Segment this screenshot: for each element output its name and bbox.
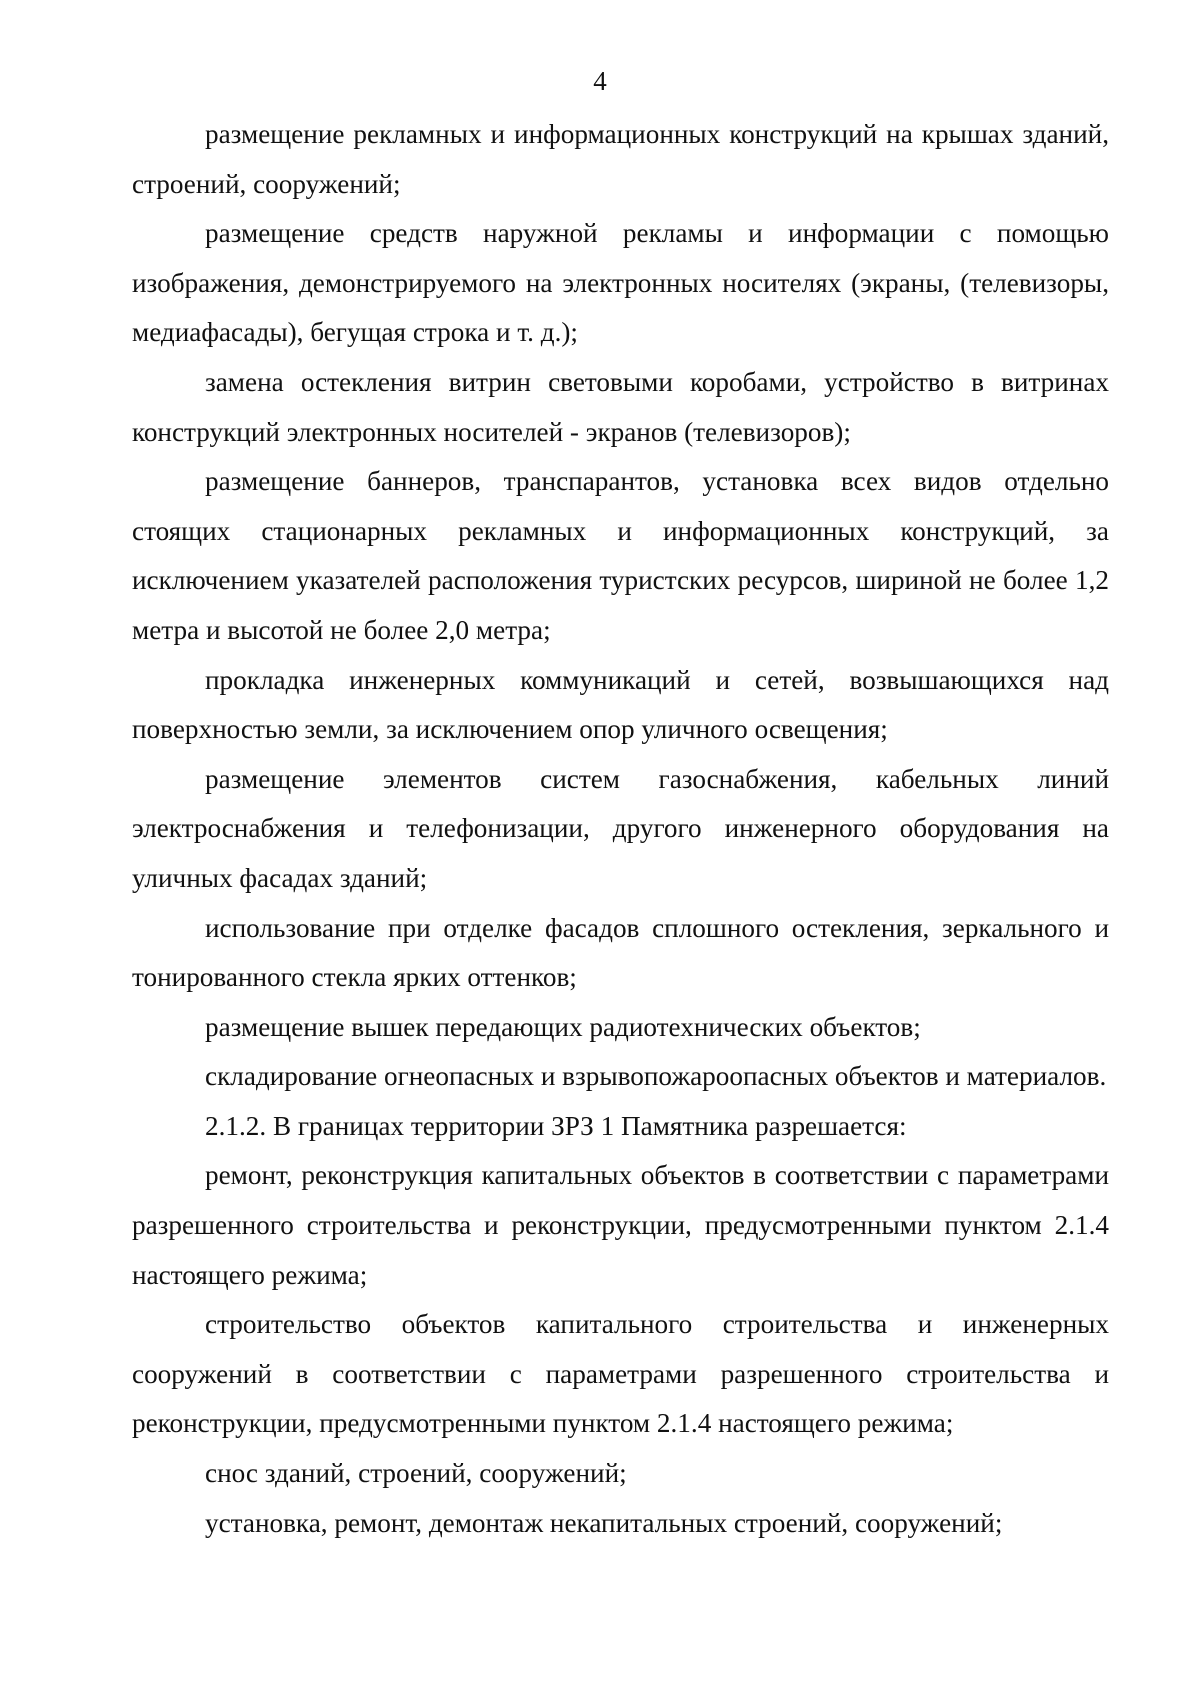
section-heading-2-1-2: 2.1.2. В границах территории ЗРЗ 1 Памятника разрешается: [205,1110,907,1141]
paragraph: складирование огнеопасных и взрывопожароопасных объектов и материалов. [205,1061,1107,1092]
paragraph: размещение рекламных и информационных конструкций на крышах зданий, строений, сооружений; [132,119,1109,199]
paragraph: ремонт, реконструкция капитальных объектов в соответствии с параметрами разрешенного строительства и реконструкции, предусмотренными пунктом 2.1.4 настоящего режима; [132,1160,1109,1290]
document-body [132,110,1109,1548]
paragraph: прокладка инженерных коммуникаций и сетей, возвышающихся над поверхностью земли, за исключением опор уличного освещения; [132,664,1109,745]
paragraph: строительство объектов капитального строительства и инженерных сооружений в соответствии с параметрами разрешенного строительства и реконструкции, предусмотренными пунктом 2.1.4 настоящего режима; [132,1309,1109,1439]
page-number: 4 [593,66,607,96]
paragraph: замена остекления витрин световыми коробами, устройство в витринах конструкций электронных носителей - экранов (телевизоров); [132,366,1109,447]
paragraph: размещение вышек передающих радиотехнических объектов; [205,1011,921,1042]
paragraph: установка, ремонт, демонтаж некапитальных строений, сооружений; [205,1507,1003,1538]
paragraph: снос зданий, строений, сооружений; [205,1458,627,1489]
paragraph: размещение средств наружной рекламы и информации с помощью изображения, демонстрируемого на электронных носителях (экраны, (телевизоры, медиафасады), бегущая строка и т. д.); [132,218,1109,348]
paragraph: размещение элементов систем газоснабжения, кабельных линий электроснабжения и телефонизации, другого инженерного оборудования на уличных фасадах зданий; [132,763,1109,893]
paragraph: использование при отделке фасадов сплошного остекления, зеркального и тонированного стекла ярких оттенков; [132,912,1109,993]
paragraph: размещение баннеров, транспарантов, установка всех видов отдельно стоящих стационарных рекламных и информационных конструкций, за исключением указателей расположения туристских ресурсов, шириной не более 1,2 метра и высотой не более 2,0 метра; [132,466,1109,645]
